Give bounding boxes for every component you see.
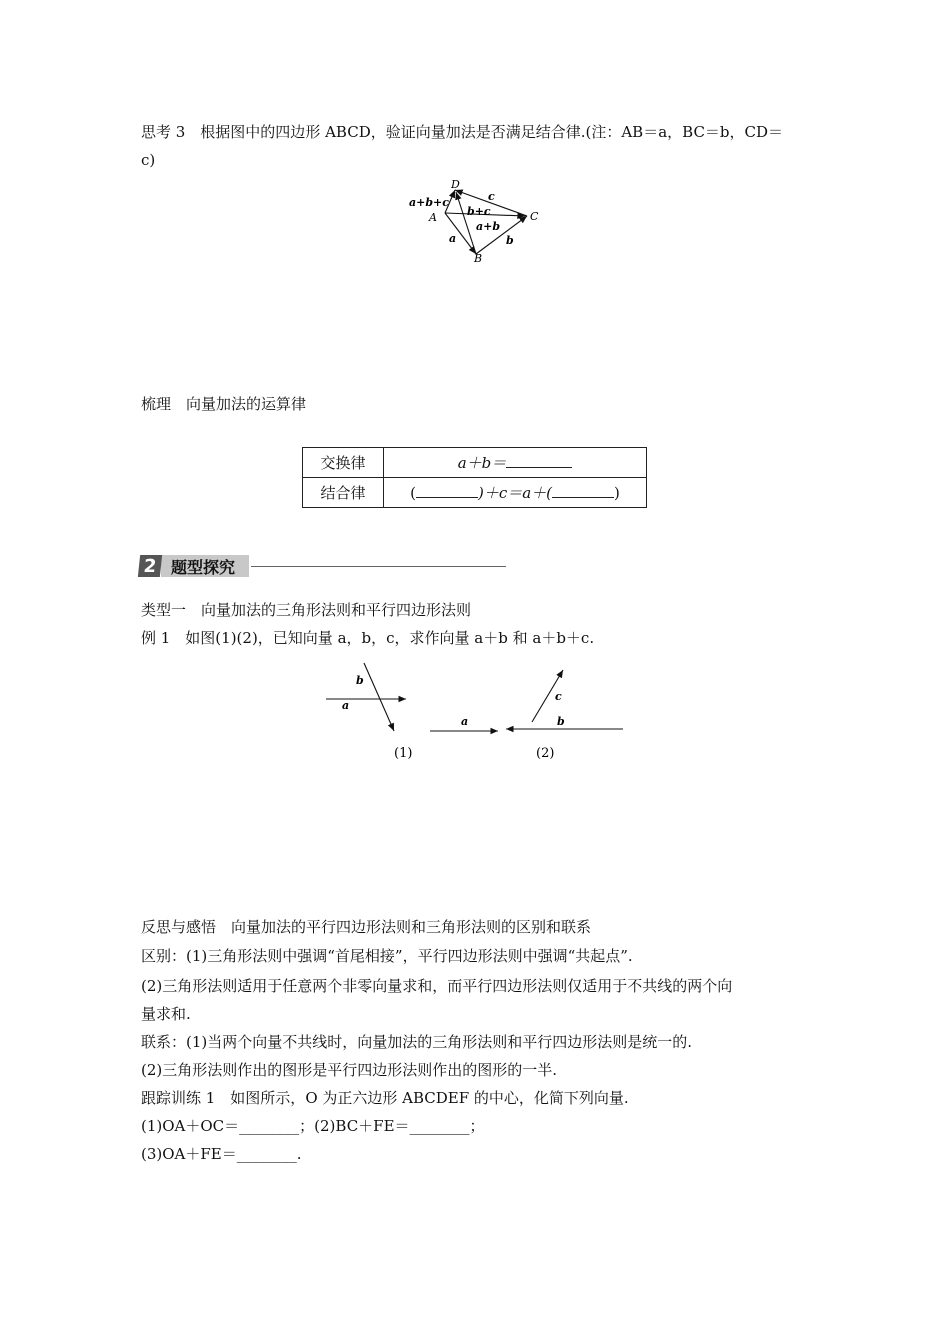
example1-text: 例 1 如图(1)(2)，已知向量 a，b，c，求作向量 a＋b 和 a＋b＋c. bbox=[141, 629, 595, 647]
table-row bbox=[303, 448, 647, 478]
practice1-q1: (1)OA＋OC＝________；(2)BC＋FE＝________； bbox=[141, 1117, 485, 1135]
label-a-plus-b: a+b bbox=[476, 220, 501, 233]
label-B: B bbox=[474, 252, 483, 264]
type1-heading: 类型一 向量加法的三角形法则和平行四边形法则 bbox=[141, 601, 472, 619]
label-b-plus-c: b+c bbox=[467, 205, 491, 218]
associative-part3: ) bbox=[614, 484, 620, 502]
section-header bbox=[139, 554, 506, 578]
label-b: b bbox=[506, 234, 514, 247]
label-c: c bbox=[488, 190, 495, 203]
think3-line1: 思考 3 根据图中的四边形 ABCD，验证向量加法是否满足结合律.(注：AB＝a，BC＝b，CD＝ bbox=[141, 123, 784, 141]
operation-laws-table bbox=[302, 447, 647, 508]
section-rule bbox=[251, 566, 506, 567]
vector-label-a2: a bbox=[461, 715, 469, 728]
vector-label-a1: a bbox=[342, 699, 350, 712]
reflection-line3: 量求和. bbox=[141, 1005, 191, 1023]
quadrilateral-figure bbox=[405, 176, 555, 264]
reflection-line2: (2)三角形法则适用于任意两个非零向量求和，而平行四边形法则仅适用于不共线的两个向 bbox=[141, 977, 733, 995]
label-C: C bbox=[530, 210, 539, 223]
vector-label-b1: b bbox=[356, 674, 364, 687]
figure-caption-2: (2) bbox=[536, 746, 555, 761]
answer-blank bbox=[552, 483, 614, 498]
vector-label-b2: b bbox=[557, 715, 565, 728]
law-expr-associative bbox=[384, 478, 647, 508]
section-number: 2 bbox=[138, 555, 162, 577]
section-title: 题型探究 bbox=[161, 555, 249, 577]
review-heading: 梳理 向量加法的运算律 bbox=[141, 395, 307, 413]
law-name-associative: 结合律 bbox=[303, 478, 384, 508]
practice1-q2: (3)OA＋FE＝________. bbox=[141, 1145, 302, 1163]
answer-blank bbox=[416, 483, 478, 498]
associative-part2: )＋c＝a＋( bbox=[477, 484, 553, 502]
answer-blank bbox=[506, 453, 572, 468]
reflection-line5: (2)三角形法则作出的图形是平行四边形法则作出的图形的一半. bbox=[141, 1061, 558, 1079]
label-D: D bbox=[451, 178, 460, 191]
law-expr-commutative bbox=[384, 448, 647, 478]
law-name-commutative: 交换律 bbox=[303, 448, 384, 478]
table-row bbox=[303, 478, 647, 508]
reflection-line4: 联系：(1)当两个向量不共线时，向量加法的三角形法则和平行四边形法则是统一的. bbox=[141, 1033, 693, 1051]
label-A: A bbox=[429, 211, 437, 224]
label-a-plus-b-plus-c: a+b+c bbox=[409, 196, 449, 209]
practice1-intro: 跟踪训练 1 如图所示，O 为正六边形 ABCDEF 的中心，化简下列向量. bbox=[141, 1089, 629, 1107]
associative-part1: ( bbox=[410, 484, 416, 502]
vector-label-c2: c bbox=[555, 690, 562, 703]
think3-line2: c) bbox=[141, 151, 156, 169]
figure-caption-1: (1) bbox=[394, 746, 413, 761]
reflection-heading: 反思与感悟 向量加法的平行四边形法则和三角形法则的区别和联系 bbox=[141, 918, 592, 936]
reflection-line1: 区别：(1)三角形法则中强调“首尾相接”，平行四边形法则中强调“共起点”. bbox=[141, 947, 633, 965]
vectors-figure bbox=[318, 655, 638, 765]
label-a: a bbox=[449, 232, 457, 245]
commutative-expr: a＋b＝ bbox=[457, 454, 507, 472]
